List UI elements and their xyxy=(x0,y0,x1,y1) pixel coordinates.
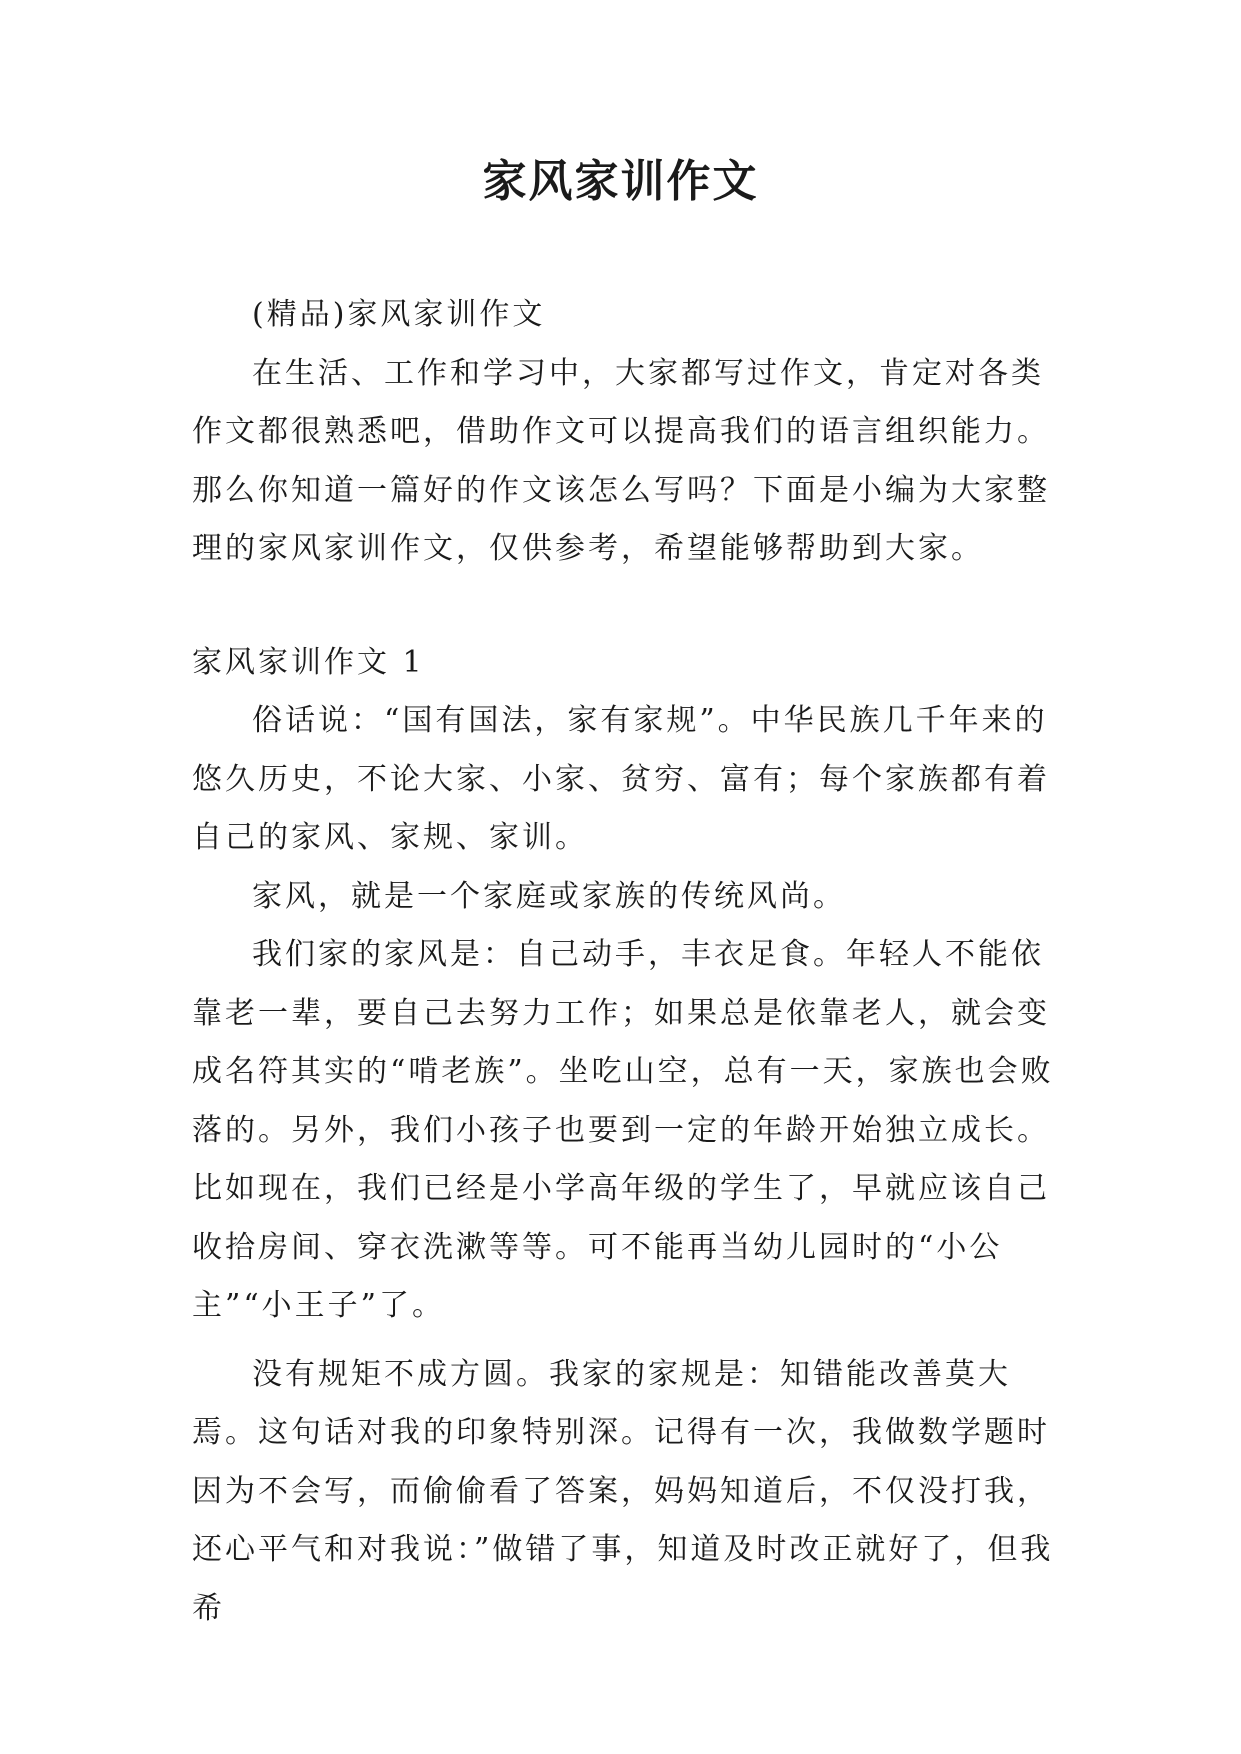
intro-paragraph: 在生活、工作和学习中，大家都写过作文，肯定对各类作文都很熟悉吧，借助作文可以提高我们的语言组织能力。那么你知道一篇好的作文该怎么写吗？下面是小编为大家整理的家风家训作文，仅供参考，希望能够帮助到大家。 xyxy=(192,355,1050,566)
paragraph-4: 没有规矩不成方圆。我家的家规是：知错能改善莫大焉。这句话对我的印象特别深。记得有一次，我做数学题时因为不会写，而偷偷看了答案，妈妈知道后，不仅没打我，还心平气和对我说：”做错了事，知道及时改正就好了，但我希 xyxy=(192,1356,1054,1626)
document-body xyxy=(192,286,1072,1638)
paragraph-1: 俗话说：“国有国法，家有家规”。中华民族几千年来的悠久历史，不论大家、小家、贫穷、富有；每个家族都有着自己的家风、家规、家训。 xyxy=(192,703,1050,855)
paragraph-3: 我们家的家风是：自己动手，丰衣足食。年轻人不能依靠老一辈，要自己去努力工作；如果总是依靠老人，就会变成名符其实的“啃老族”。坐吃山空，总有一天，家族也会败落的。另外，我们小孩子也要到一定的年龄开始独立成长。比如现在，我们已经是小学高年级的学生了，早就应该自己收拾房间、穿衣洗漱等等。可不能再当幼儿园时的“小公主”“小王子”了。 xyxy=(192,937,1054,1323)
paragraph-2: 家风，就是一个家庭或家族的传统风尚。 xyxy=(252,878,846,914)
section-heading: 家风家训作文 1 xyxy=(192,644,425,680)
subtitle-line: (精品)家风家训作文 xyxy=(252,297,546,332)
document-title: 家风家训作文 xyxy=(482,156,759,207)
